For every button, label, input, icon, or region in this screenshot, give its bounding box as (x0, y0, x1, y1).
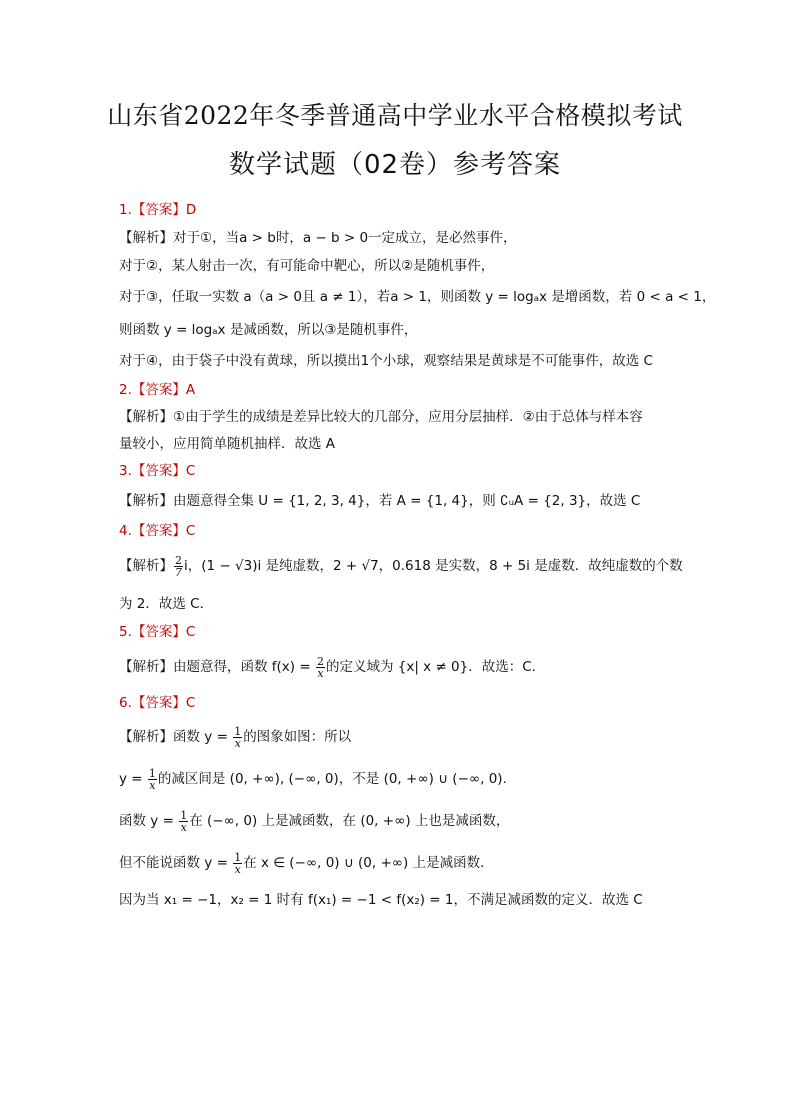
q5-analysis-suffix: 的定义域为 {x| x ≠ 0}．故选：C. (325, 659, 536, 675)
q1-analysis-line4: 则函数 y = logₐx 是减函数，所以③是随机事件， (119, 322, 418, 338)
fraction (148, 768, 157, 791)
page-subtitle: 数学试题（02卷）参考答案 (228, 150, 562, 180)
fraction-denominator: x (180, 820, 187, 834)
fraction-denominator: x (234, 862, 241, 876)
fraction-denominator: x (149, 778, 156, 792)
page-title: 山东省2022年冬季普通高中学业水平合格模拟考试 (107, 101, 683, 130)
q2-answer: 2.【答案】A (119, 382, 196, 398)
q6-line3-suffix: 在 (−∞, 0) 上是减函数，在 (0, +∞) 上也是减函数， (189, 813, 510, 829)
fraction-numerator: 1 (234, 850, 242, 864)
fraction-denominator: x (317, 666, 324, 680)
q1-analysis-line3: 对于③，任取一实数 a（a > 0且 a ≠ 1），若a > 1，则函数 y = logₐx 是增函数，若 0 < a < 1， (119, 289, 716, 305)
fraction-numerator: 1 (148, 766, 156, 780)
q6-analysis-suffix: 的图象如图：所以 (243, 729, 352, 745)
q4-analysis-line1 (119, 551, 683, 581)
fraction (179, 810, 188, 833)
q5-analysis-prefix: 【解析】由题意得，函数 f(x) = (119, 659, 315, 675)
q6-line2-suffix: 的减区间是 (0, +∞), (−∞, 0)，不是 (0, +∞) ∪ (−∞, 0). (157, 771, 507, 787)
q2-analysis-line2: 量较小，应用简单随机抽样．故选 A (119, 436, 336, 452)
fraction (233, 726, 242, 749)
q1-answer: 1.【答案】D (119, 202, 197, 218)
q6-analysis-line1 (119, 722, 351, 752)
q6-analysis-line4 (119, 848, 494, 878)
q6-analysis-prefix: 【解析】函数 y = (119, 729, 233, 745)
fraction-numerator: 2 (316, 654, 324, 668)
q6-line4-prefix: 但不能说函数 y = (119, 855, 233, 871)
q5-answer: 5.【答案】C (119, 624, 196, 640)
q1-analysis-line5: 对于④，由于袋子中没有黄球，所以摸出1个小球，观察结果是黄球是不可能事件，故选 C (119, 353, 653, 369)
fraction-denominator: x (234, 736, 241, 750)
q6-line4-suffix: 在 x ∈ (−∞, 0) ∪ (0, +∞) 上是减函数． (243, 855, 494, 871)
q3-analysis-line1: 【解析】由题意得全集 U = {1, 2, 3, 4}，若 A = {1, 4}，则 ∁ᵤA = {2, 3}，故选 C (119, 493, 641, 509)
fraction (174, 555, 183, 578)
q4-analysis-suffix: i，(1 − √3)i 是纯虚数，2 + √7，0.618 是实数，8 + 5i 是虚数．故纯虚数的个数 (184, 558, 683, 574)
q1-analysis-line1: 【解析】对于①，当a > b时，a − b > 0一定成立，是必然事件， (119, 230, 517, 246)
q4-answer: 4.【答案】C (119, 523, 196, 539)
q6-answer: 6.【答案】C (119, 695, 196, 711)
fraction-numerator: 1 (234, 724, 242, 738)
fraction-numerator: 1 (180, 808, 188, 822)
q3-answer: 3.【答案】C (119, 463, 196, 479)
q4-analysis-prefix: 【解析】 (119, 558, 173, 574)
fraction (233, 852, 242, 875)
fraction-denominator: 7 (175, 565, 182, 579)
q4-analysis-line2: 为 2．故选 C． (119, 596, 214, 612)
fraction (316, 656, 325, 679)
q5-analysis-line1 (119, 652, 536, 682)
q6-line3-prefix: 函数 y = (119, 813, 179, 829)
q6-analysis-line2 (119, 764, 507, 794)
q6-line2-prefix: y = (119, 771, 147, 787)
q1-analysis-line2: 对于②，某人射击一次，有可能命中靶心，所以②是随机事件， (119, 258, 495, 274)
fraction-numerator: 2 (175, 553, 182, 567)
q6-analysis-line3 (119, 806, 509, 836)
q6-analysis-line5: 因为当 x₁ = −1，x₂ = 1 时有 f(x₁) = −1 < f(x₂) = 1，不满足减函数的定义．故选 C (119, 892, 643, 908)
q2-analysis-line1: 【解析】①由于学生的成绩是差异比较大的几部分，应用分层抽样．②由于总体与样本容 (119, 409, 643, 425)
